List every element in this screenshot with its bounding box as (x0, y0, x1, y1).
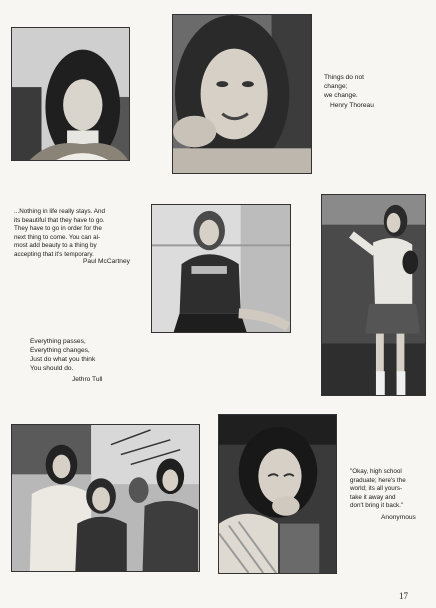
photo-cheerleader (321, 194, 426, 396)
quote-text-jethro-tull: Everything passes, Everything changes, Just do what you think You should do. (30, 338, 96, 372)
quote-text-anonymous: "Okay, high school graduate; here's the world; its all yours- take it away and don't bring it back." (350, 468, 406, 509)
photo-girl-turtleneck (11, 27, 130, 161)
photo-group-students (11, 424, 200, 572)
quote-author-anonymous: Anonymous (381, 514, 416, 521)
quote-text-mccartney: ...Nothing in life really stays. And its beautiful that they have to go. They have to go in order for the next thing to come. You can al- most add beauty to a thing by accepting that it's temporary. (14, 208, 106, 258)
quote-text-thoreau: Things do not change; we change. (324, 74, 364, 99)
photo-girl-tshirt (151, 204, 291, 333)
page-number: 17 (399, 591, 408, 601)
quote-author-thoreau: Henry Thoreau (330, 102, 374, 109)
quote-author-mccartney: Paul McCartney (83, 258, 130, 265)
photo-girl-laughing (218, 414, 337, 574)
quote-author-jethro-tull: Jethro Tull (72, 376, 103, 383)
photo-girl-closeup (172, 14, 312, 174)
